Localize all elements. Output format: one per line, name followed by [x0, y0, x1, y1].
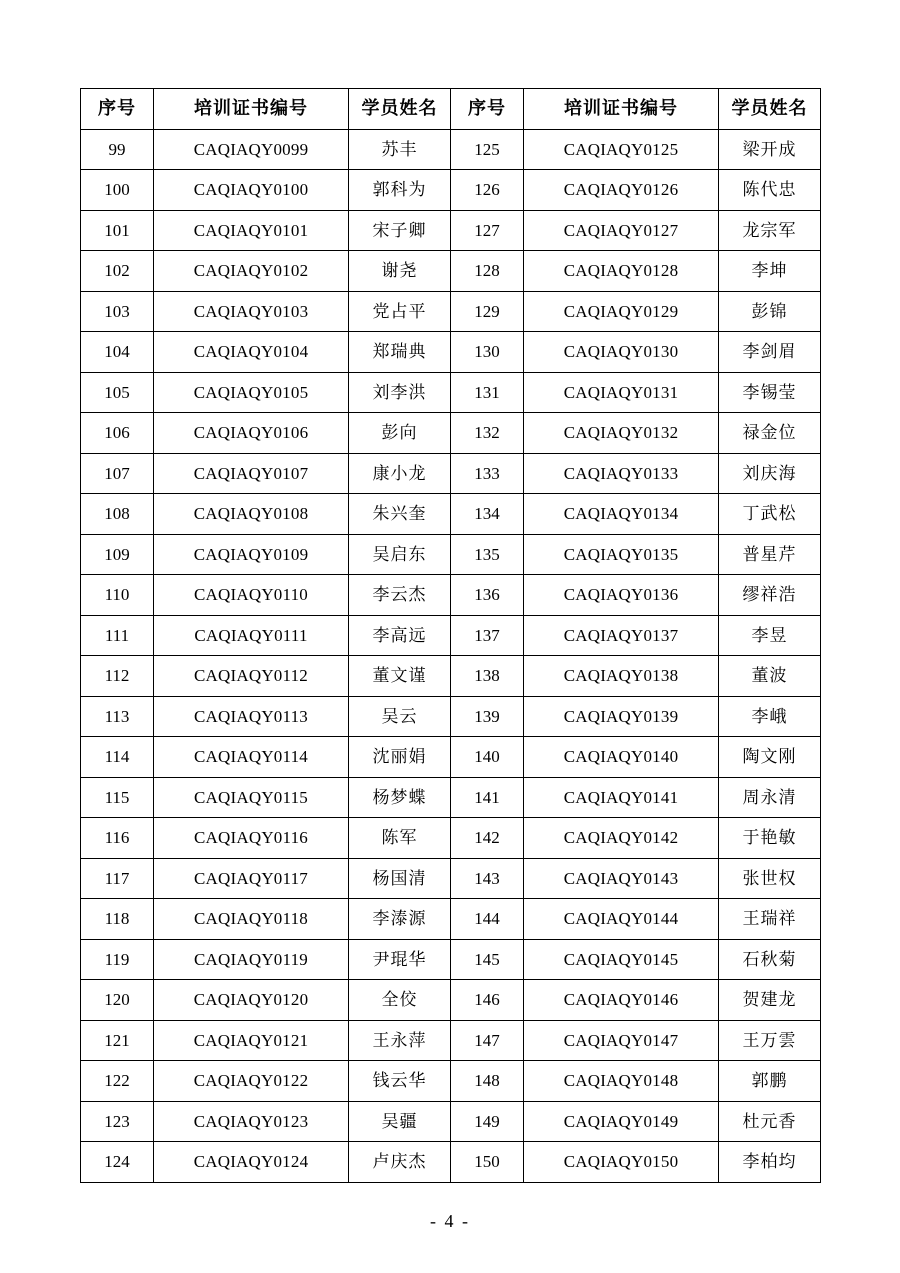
cell-name-left: 苏丰 — [349, 129, 451, 170]
cell-name-left: 宋子卿 — [349, 210, 451, 251]
cell-certificate-right: CAQIAQY0135 — [524, 534, 719, 575]
cell-name-left: 吴启东 — [349, 534, 451, 575]
cell-certificate-left: CAQIAQY0117 — [154, 858, 349, 899]
cell-certificate-right: CAQIAQY0147 — [524, 1020, 719, 1061]
cell-name-right: 郭鹏 — [719, 1061, 821, 1102]
cell-certificate-right: CAQIAQY0127 — [524, 210, 719, 251]
cell-index-left: 116 — [81, 818, 154, 859]
cell-certificate-right: CAQIAQY0137 — [524, 615, 719, 656]
cell-index-right: 138 — [451, 656, 524, 697]
cell-name-left: 沈丽娟 — [349, 737, 451, 778]
cell-name-right: 王瑞祥 — [719, 899, 821, 940]
table-row — [81, 534, 821, 575]
cell-index-left: 121 — [81, 1020, 154, 1061]
cell-certificate-left: CAQIAQY0104 — [154, 332, 349, 373]
column-header-name-right: 学员姓名 — [719, 89, 821, 130]
cell-certificate-left: CAQIAQY0118 — [154, 899, 349, 940]
cell-index-left: 102 — [81, 251, 154, 292]
table-row — [81, 170, 821, 211]
table-row — [81, 251, 821, 292]
column-header-certificate-left: 培训证书编号 — [154, 89, 349, 130]
table-row — [81, 494, 821, 535]
cell-certificate-left: CAQIAQY0112 — [154, 656, 349, 697]
cell-certificate-right: CAQIAQY0139 — [524, 696, 719, 737]
table-row — [81, 615, 821, 656]
column-header-certificate-right: 培训证书编号 — [524, 89, 719, 130]
table-header — [81, 89, 821, 130]
cell-index-left: 119 — [81, 939, 154, 980]
cell-name-right: 李锡莹 — [719, 372, 821, 413]
cell-index-right: 147 — [451, 1020, 524, 1061]
cell-certificate-right: CAQIAQY0128 — [524, 251, 719, 292]
table-row — [81, 129, 821, 170]
cell-index-left: 110 — [81, 575, 154, 616]
cell-certificate-right: CAQIAQY0150 — [524, 1142, 719, 1183]
cell-index-right: 130 — [451, 332, 524, 373]
cell-index-left: 114 — [81, 737, 154, 778]
cell-name-left: 郑瑞典 — [349, 332, 451, 373]
cell-name-left: 钱云华 — [349, 1061, 451, 1102]
cell-certificate-right: CAQIAQY0126 — [524, 170, 719, 211]
cell-name-left: 刘李洪 — [349, 372, 451, 413]
cell-name-left: 李云杰 — [349, 575, 451, 616]
cell-name-right: 石秋菊 — [719, 939, 821, 980]
cell-name-left: 李高远 — [349, 615, 451, 656]
table-row — [81, 858, 821, 899]
cell-certificate-left: CAQIAQY0102 — [154, 251, 349, 292]
cell-name-right: 于艳敏 — [719, 818, 821, 859]
table-row — [81, 939, 821, 980]
cell-name-right: 彭锦 — [719, 291, 821, 332]
cell-certificate-left: CAQIAQY0108 — [154, 494, 349, 535]
cell-index-left: 118 — [81, 899, 154, 940]
cell-certificate-right: CAQIAQY0132 — [524, 413, 719, 454]
cell-index-left: 112 — [81, 656, 154, 697]
table-row — [81, 777, 821, 818]
cell-certificate-right: CAQIAQY0134 — [524, 494, 719, 535]
cell-index-left: 113 — [81, 696, 154, 737]
table-row — [81, 453, 821, 494]
cell-name-right: 缪祥浩 — [719, 575, 821, 616]
cell-index-left: 117 — [81, 858, 154, 899]
column-header-index-left: 序号 — [81, 89, 154, 130]
cell-name-right: 刘庆海 — [719, 453, 821, 494]
cell-name-left: 全佼 — [349, 980, 451, 1021]
cell-certificate-left: CAQIAQY0119 — [154, 939, 349, 980]
cell-index-right: 150 — [451, 1142, 524, 1183]
cell-certificate-left: CAQIAQY0114 — [154, 737, 349, 778]
cell-name-right: 李昱 — [719, 615, 821, 656]
cell-name-right: 梁开成 — [719, 129, 821, 170]
table-row — [81, 1020, 821, 1061]
cell-certificate-left: CAQIAQY0106 — [154, 413, 349, 454]
cell-certificate-left: CAQIAQY0110 — [154, 575, 349, 616]
cell-index-right: 128 — [451, 251, 524, 292]
cell-name-right: 张世权 — [719, 858, 821, 899]
cell-certificate-left: CAQIAQY0109 — [154, 534, 349, 575]
cell-index-right: 137 — [451, 615, 524, 656]
cell-name-right: 贺建龙 — [719, 980, 821, 1021]
table-row — [81, 818, 821, 859]
table-row — [81, 210, 821, 251]
table-row — [81, 372, 821, 413]
cell-index-right: 126 — [451, 170, 524, 211]
cell-index-left: 123 — [81, 1101, 154, 1142]
cell-name-left: 吴疆 — [349, 1101, 451, 1142]
cell-index-right: 141 — [451, 777, 524, 818]
cell-index-right: 129 — [451, 291, 524, 332]
table-row — [81, 413, 821, 454]
cell-index-left: 111 — [81, 615, 154, 656]
cell-index-right: 149 — [451, 1101, 524, 1142]
cell-name-right: 陶文刚 — [719, 737, 821, 778]
cell-certificate-right: CAQIAQY0131 — [524, 372, 719, 413]
cell-index-left: 105 — [81, 372, 154, 413]
cell-certificate-right: CAQIAQY0142 — [524, 818, 719, 859]
cell-certificate-left: CAQIAQY0124 — [154, 1142, 349, 1183]
cell-name-left: 郭科为 — [349, 170, 451, 211]
cell-index-right: 142 — [451, 818, 524, 859]
table-body — [81, 129, 821, 1182]
table-row — [81, 980, 821, 1021]
cell-name-left: 尹琨华 — [349, 939, 451, 980]
table-row — [81, 1101, 821, 1142]
cell-certificate-left: CAQIAQY0111 — [154, 615, 349, 656]
cell-index-left: 120 — [81, 980, 154, 1021]
cell-certificate-left: CAQIAQY0099 — [154, 129, 349, 170]
cell-certificate-left: CAQIAQY0103 — [154, 291, 349, 332]
cell-name-right: 丁武松 — [719, 494, 821, 535]
cell-name-left: 朱兴奎 — [349, 494, 451, 535]
page-number: - 4 - — [430, 1210, 470, 1231]
table-row — [81, 575, 821, 616]
cell-index-right: 140 — [451, 737, 524, 778]
cell-index-left: 104 — [81, 332, 154, 373]
cell-name-left: 谢尧 — [349, 251, 451, 292]
cell-index-right: 148 — [451, 1061, 524, 1102]
cell-certificate-left: CAQIAQY0121 — [154, 1020, 349, 1061]
cell-certificate-right: CAQIAQY0125 — [524, 129, 719, 170]
cell-name-right: 陈代忠 — [719, 170, 821, 211]
cell-certificate-right: CAQIAQY0133 — [524, 453, 719, 494]
cell-certificate-right: CAQIAQY0141 — [524, 777, 719, 818]
cell-name-left: 董文谨 — [349, 656, 451, 697]
cell-name-right: 普星芹 — [719, 534, 821, 575]
cell-name-left: 杨梦蝶 — [349, 777, 451, 818]
cell-name-left: 康小龙 — [349, 453, 451, 494]
cell-index-right: 145 — [451, 939, 524, 980]
cell-index-right: 146 — [451, 980, 524, 1021]
cell-certificate-right: CAQIAQY0146 — [524, 980, 719, 1021]
cell-certificate-left: CAQIAQY0105 — [154, 372, 349, 413]
cell-index-right: 144 — [451, 899, 524, 940]
cell-index-left: 122 — [81, 1061, 154, 1102]
cell-index-left: 101 — [81, 210, 154, 251]
cell-certificate-right: CAQIAQY0140 — [524, 737, 719, 778]
cell-index-right: 136 — [451, 575, 524, 616]
cell-index-left: 124 — [81, 1142, 154, 1183]
table-row — [81, 291, 821, 332]
cell-name-left: 陈军 — [349, 818, 451, 859]
cell-certificate-right: CAQIAQY0136 — [524, 575, 719, 616]
cell-certificate-left: CAQIAQY0115 — [154, 777, 349, 818]
cell-certificate-left: CAQIAQY0101 — [154, 210, 349, 251]
cell-index-left: 103 — [81, 291, 154, 332]
cell-name-left: 党占平 — [349, 291, 451, 332]
cell-certificate-left: CAQIAQY0116 — [154, 818, 349, 859]
cell-certificate-right: CAQIAQY0143 — [524, 858, 719, 899]
cell-index-right: 133 — [451, 453, 524, 494]
cell-name-left: 王永萍 — [349, 1020, 451, 1061]
table-row — [81, 1142, 821, 1183]
cell-name-right: 李峨 — [719, 696, 821, 737]
table-row — [81, 899, 821, 940]
table-header-row — [81, 89, 821, 130]
cell-certificate-right: CAQIAQY0148 — [524, 1061, 719, 1102]
cell-certificate-right: CAQIAQY0144 — [524, 899, 719, 940]
cell-name-left: 杨国清 — [349, 858, 451, 899]
cell-certificate-left: CAQIAQY0122 — [154, 1061, 349, 1102]
cell-index-right: 134 — [451, 494, 524, 535]
cell-certificate-right: CAQIAQY0138 — [524, 656, 719, 697]
cell-certificate-right: CAQIAQY0145 — [524, 939, 719, 980]
cell-certificate-right: CAQIAQY0130 — [524, 332, 719, 373]
cell-name-right: 董波 — [719, 656, 821, 697]
cell-certificate-left: CAQIAQY0113 — [154, 696, 349, 737]
cell-name-right: 李坤 — [719, 251, 821, 292]
table-row — [81, 737, 821, 778]
cell-name-right: 龙宗军 — [719, 210, 821, 251]
cell-name-right: 李柏均 — [719, 1142, 821, 1183]
cell-name-right: 李剑眉 — [719, 332, 821, 373]
cell-certificate-right: CAQIAQY0129 — [524, 291, 719, 332]
cell-index-right: 143 — [451, 858, 524, 899]
cell-certificate-left: CAQIAQY0120 — [154, 980, 349, 1021]
cell-name-left: 卢庆杰 — [349, 1142, 451, 1183]
cell-certificate-right: CAQIAQY0149 — [524, 1101, 719, 1142]
cell-index-right: 125 — [451, 129, 524, 170]
cell-index-left: 107 — [81, 453, 154, 494]
cell-name-left: 李溙源 — [349, 899, 451, 940]
table-row — [81, 696, 821, 737]
cell-index-left: 109 — [81, 534, 154, 575]
cell-index-right: 135 — [451, 534, 524, 575]
trainee-roster-table — [80, 88, 821, 1183]
cell-name-right: 杜元香 — [719, 1101, 821, 1142]
column-header-name-left: 学员姓名 — [349, 89, 451, 130]
cell-index-left: 100 — [81, 170, 154, 211]
cell-name-left: 吴云 — [349, 696, 451, 737]
cell-index-right: 139 — [451, 696, 524, 737]
cell-index-left: 106 — [81, 413, 154, 454]
cell-index-right: 127 — [451, 210, 524, 251]
cell-index-left: 115 — [81, 777, 154, 818]
table-row — [81, 656, 821, 697]
cell-name-right: 周永清 — [719, 777, 821, 818]
cell-certificate-left: CAQIAQY0123 — [154, 1101, 349, 1142]
cell-index-left: 99 — [81, 129, 154, 170]
cell-name-right: 王万雲 — [719, 1020, 821, 1061]
cell-index-right: 132 — [451, 413, 524, 454]
cell-name-right: 禄金位 — [719, 413, 821, 454]
table-row — [81, 332, 821, 373]
table-row — [81, 1061, 821, 1102]
cell-name-left: 彭向 — [349, 413, 451, 454]
cell-certificate-left: CAQIAQY0100 — [154, 170, 349, 211]
cell-index-right: 131 — [451, 372, 524, 413]
column-header-index-right: 序号 — [451, 89, 524, 130]
cell-certificate-left: CAQIAQY0107 — [154, 453, 349, 494]
cell-index-left: 108 — [81, 494, 154, 535]
